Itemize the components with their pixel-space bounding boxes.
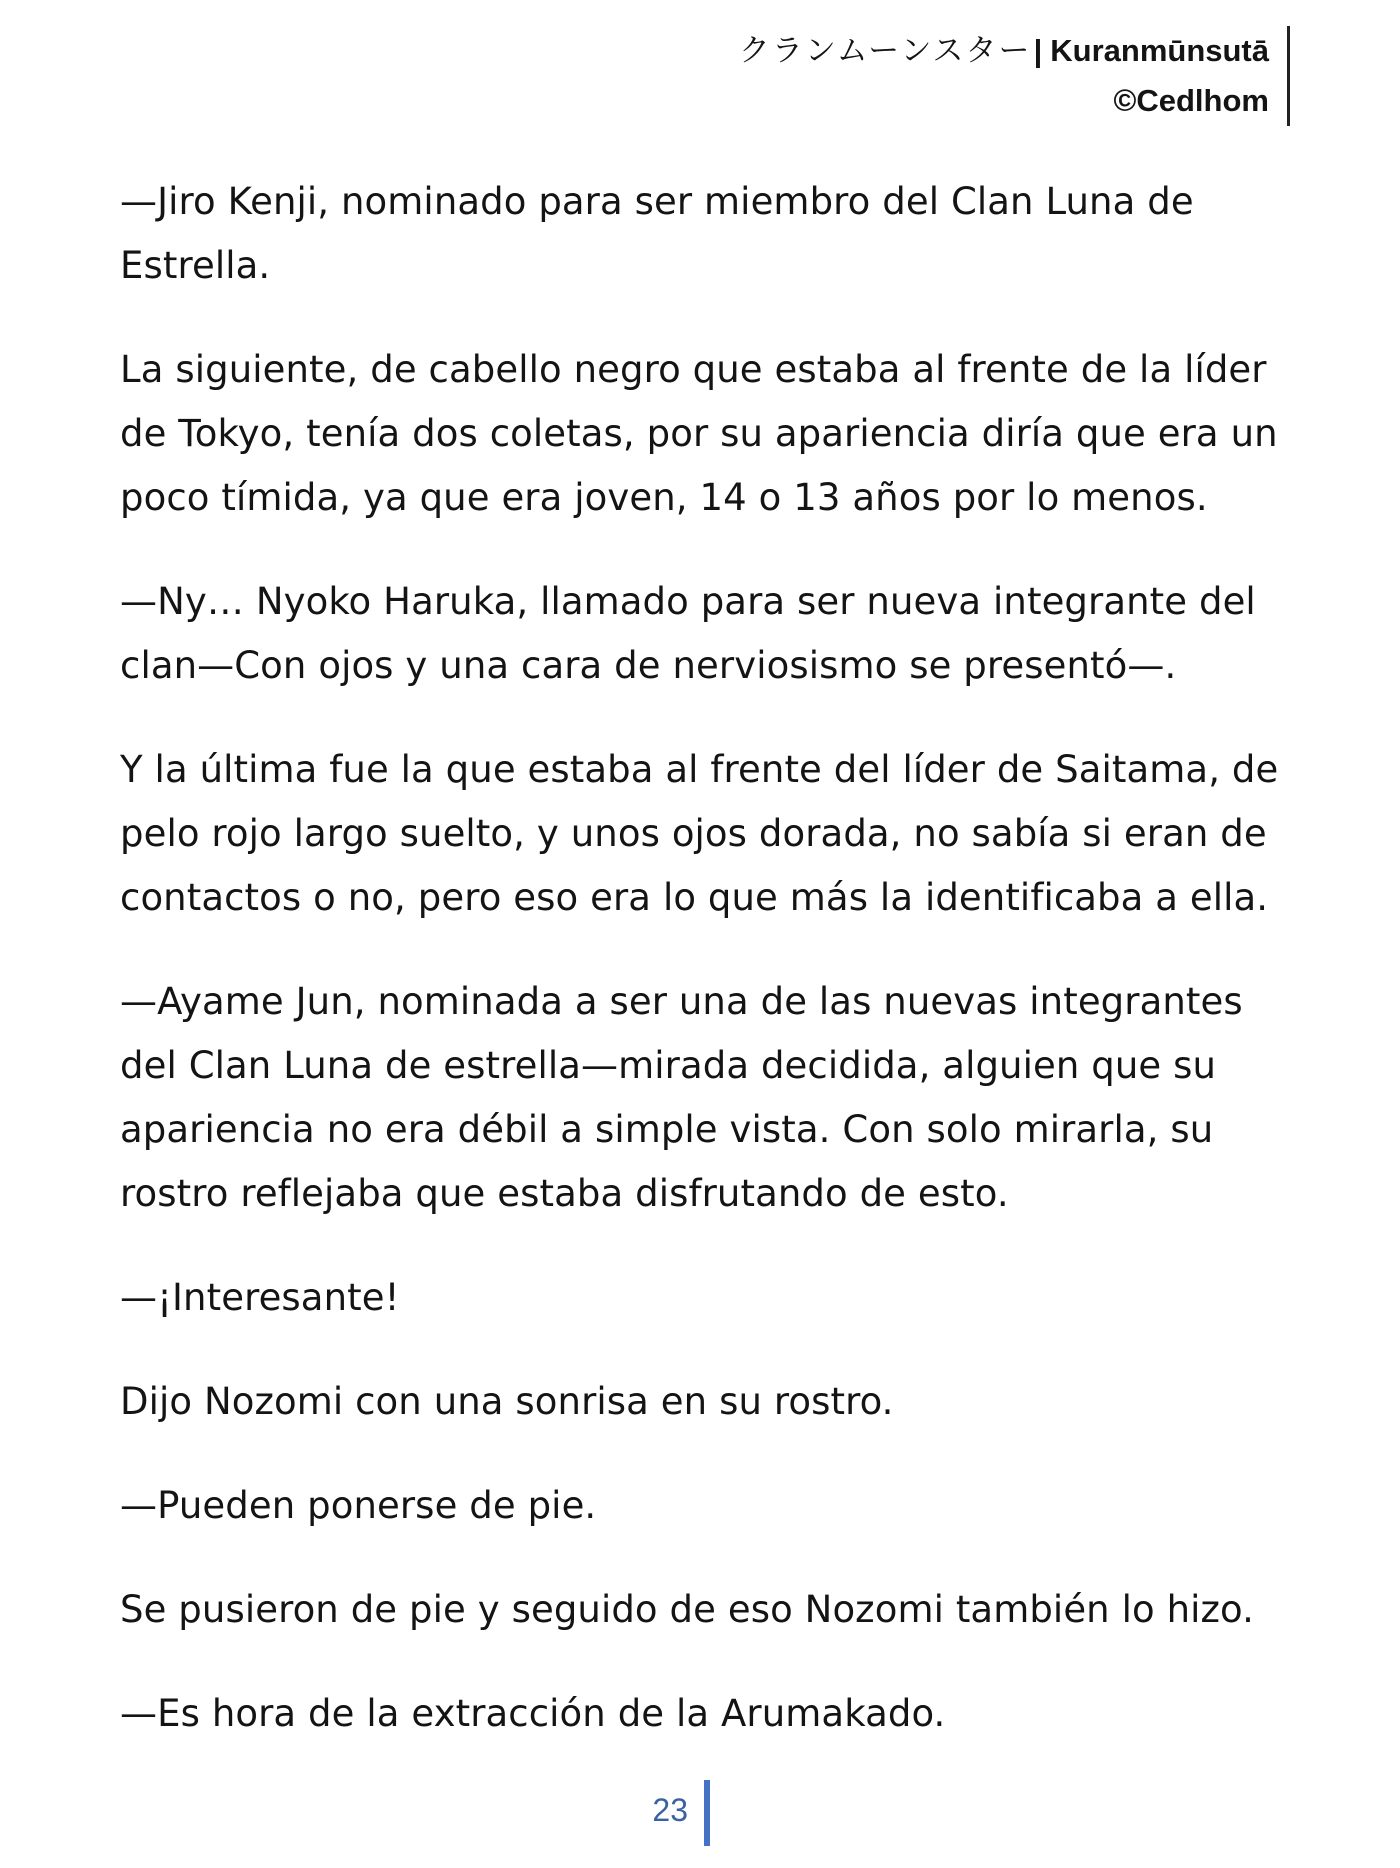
page-footer bbox=[0, 1780, 1400, 1846]
paragraph: —Ayame Jun, nominada a ser una de las nuevas integrantes del Clan Luna de estrella—mirada decidida, alguien que su apariencia no era débil a simple vista. Con solo mirarla, su rostro reflejaba que estaba disfrutando de esto. bbox=[120, 980, 1243, 1215]
paragraph: —Jiro Kenji, nominado para ser miembro del Clan Luna de Estrella. bbox=[120, 180, 1194, 287]
page-number-rule bbox=[704, 1780, 710, 1846]
paragraph: La siguiente, de cabello negro que estaba al frente de la líder de Tokyo, tenía dos coletas, por su apariencia diría que era un poco tímida, ya que era joven, 14 o 13 años por lo menos. bbox=[120, 348, 1278, 519]
page-number: 23 bbox=[652, 1792, 688, 1828]
paragraph: Dijo Nozomi con una sonrisa en su rostro. bbox=[120, 1380, 894, 1423]
page-header bbox=[739, 26, 1290, 126]
paragraph: Y la última fue la que estaba al frente del líder de Saitama, de pelo rojo largo suelto, y unos ojos dorada, no sabía si eran de contactos o no, pero eso era lo que más la identificaba a ella. bbox=[120, 748, 1279, 919]
header-title-japanese: クランムーンスター bbox=[738, 33, 1032, 69]
paragraph: —¡Interesante! bbox=[120, 1276, 400, 1319]
header-title-romaji: Kuranmūnsutā bbox=[1050, 33, 1269, 68]
paragraph: —Es hora de la extracción de la Arumakado. bbox=[120, 1692, 946, 1735]
header-copyright: ©Cedlhom bbox=[1113, 83, 1269, 118]
page-body bbox=[120, 170, 1290, 1786]
paragraph: —Pueden ponerse de pie. bbox=[120, 1484, 597, 1527]
paragraph: —Ny… Nyoko Haruka, llamado para ser nueva integrante del clan—Con ojos y una cara de nerviosismo se presentó—. bbox=[120, 580, 1256, 687]
header-separator: | bbox=[1033, 33, 1043, 68]
paragraph: Se pusieron de pie y seguido de eso Nozomi también lo hizo. bbox=[120, 1588, 1254, 1631]
